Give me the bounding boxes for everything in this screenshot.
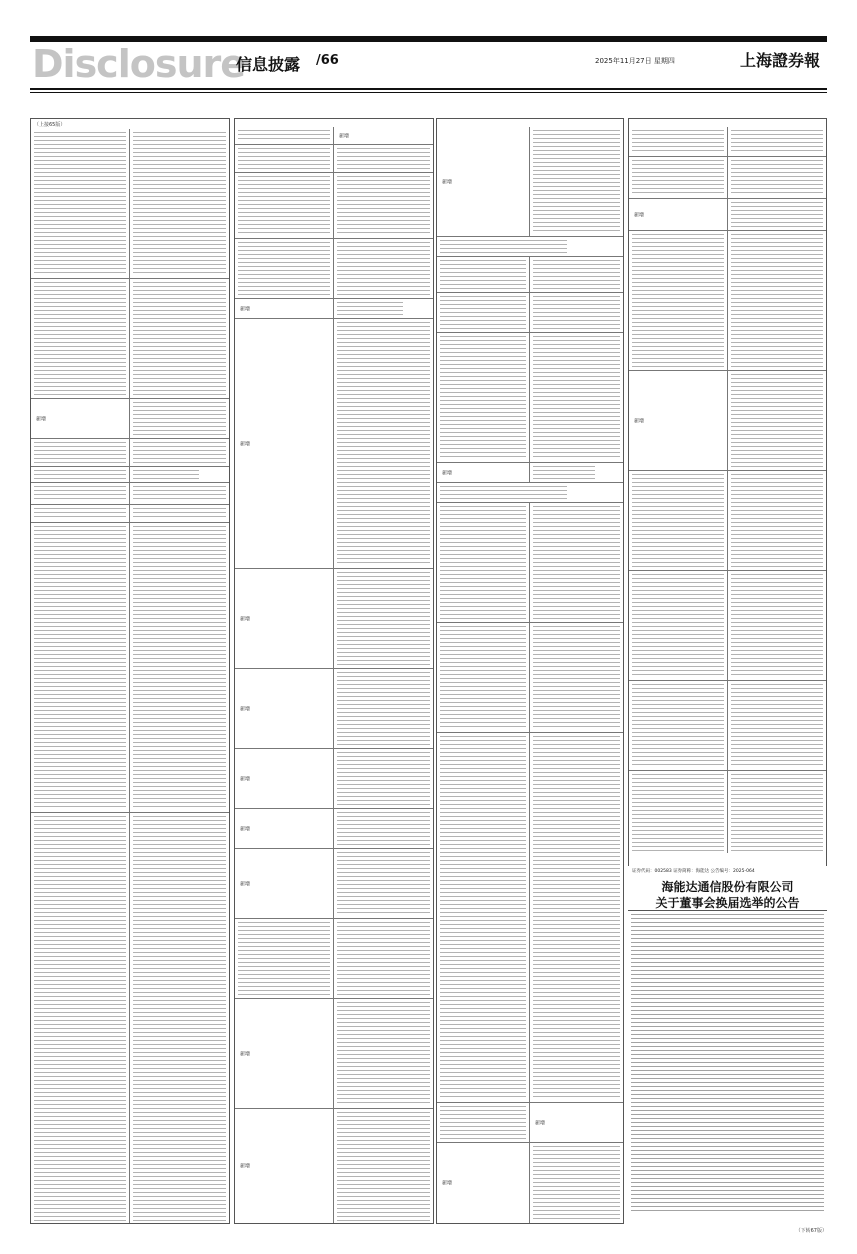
masthead-rule xyxy=(30,88,827,90)
table-row xyxy=(437,333,623,463)
table-row xyxy=(31,129,229,279)
table-row: 新增 xyxy=(235,319,433,569)
table-row xyxy=(629,231,826,371)
table-row: 新增 xyxy=(235,669,433,749)
table-row xyxy=(629,771,826,853)
table-row xyxy=(629,157,826,199)
page-number: /66 xyxy=(316,53,339,68)
table-row: 新增 xyxy=(437,127,623,237)
row-label: 新增 xyxy=(36,416,47,422)
masthead-rule-thin xyxy=(30,92,827,93)
table-row xyxy=(235,173,433,239)
table-row xyxy=(31,483,229,505)
table-row xyxy=(31,279,229,399)
notice-stock-meta: 证券代码：002583 证券简称：海能达 公告编号：2025-064 xyxy=(632,869,755,874)
table-row xyxy=(629,571,826,681)
table-row: 新增 xyxy=(629,199,826,231)
table-row xyxy=(629,471,826,571)
table-row: 新增 xyxy=(235,127,433,145)
masthead xyxy=(30,44,827,84)
table-row: 新增 xyxy=(235,1109,433,1223)
table-row xyxy=(437,503,623,623)
table-row xyxy=(31,439,229,467)
table-row xyxy=(235,145,433,173)
continuation-tag: （上接65版） xyxy=(34,122,66,128)
table-row xyxy=(235,919,433,999)
notice-company-name: 海能达通信股份有限公司 xyxy=(661,880,794,894)
board-election-notice xyxy=(628,866,827,1224)
table-row xyxy=(437,257,623,293)
table-row: 新增 xyxy=(235,749,433,809)
table-row xyxy=(437,483,623,503)
table-row: 新增 xyxy=(437,463,623,483)
table-row: 新增 xyxy=(235,999,433,1109)
table-row xyxy=(437,623,623,733)
table-row xyxy=(437,237,623,257)
table-row: 新增 xyxy=(437,1143,623,1223)
amendment-table-col-2 xyxy=(234,118,434,1224)
table-row xyxy=(31,399,229,439)
table-row xyxy=(31,523,229,813)
dateline: 2025年11月27日 星期四 xyxy=(595,57,675,65)
table-row xyxy=(235,239,433,299)
notice-body-text xyxy=(631,914,824,1212)
section-title: 信息披露 xyxy=(236,55,301,74)
amendment-table-col-3 xyxy=(436,118,624,1224)
table-row: 新增 xyxy=(235,809,433,849)
table-row xyxy=(629,681,826,771)
amendment-table-col-1 xyxy=(30,118,230,1224)
table-row xyxy=(437,733,623,1103)
table-row: 新增 xyxy=(629,371,826,471)
table-row xyxy=(437,293,623,333)
section-logo: Disclosure xyxy=(32,42,246,86)
table-row: 新增 xyxy=(235,299,433,319)
newspaper-logo: 上海證券報 xyxy=(740,51,821,70)
table-row: 新增 xyxy=(235,569,433,669)
continuation-footer: （下转67版） xyxy=(795,1228,827,1234)
table-row xyxy=(31,813,229,1223)
table-row: 新增 xyxy=(235,849,433,919)
table-row xyxy=(629,127,826,157)
notice-rule xyxy=(628,910,827,911)
table-row: 新增 xyxy=(437,1103,623,1143)
table-row xyxy=(31,467,229,483)
notice-title: 关于董事会换届选举的公告 xyxy=(655,896,800,910)
table-row xyxy=(31,505,229,523)
